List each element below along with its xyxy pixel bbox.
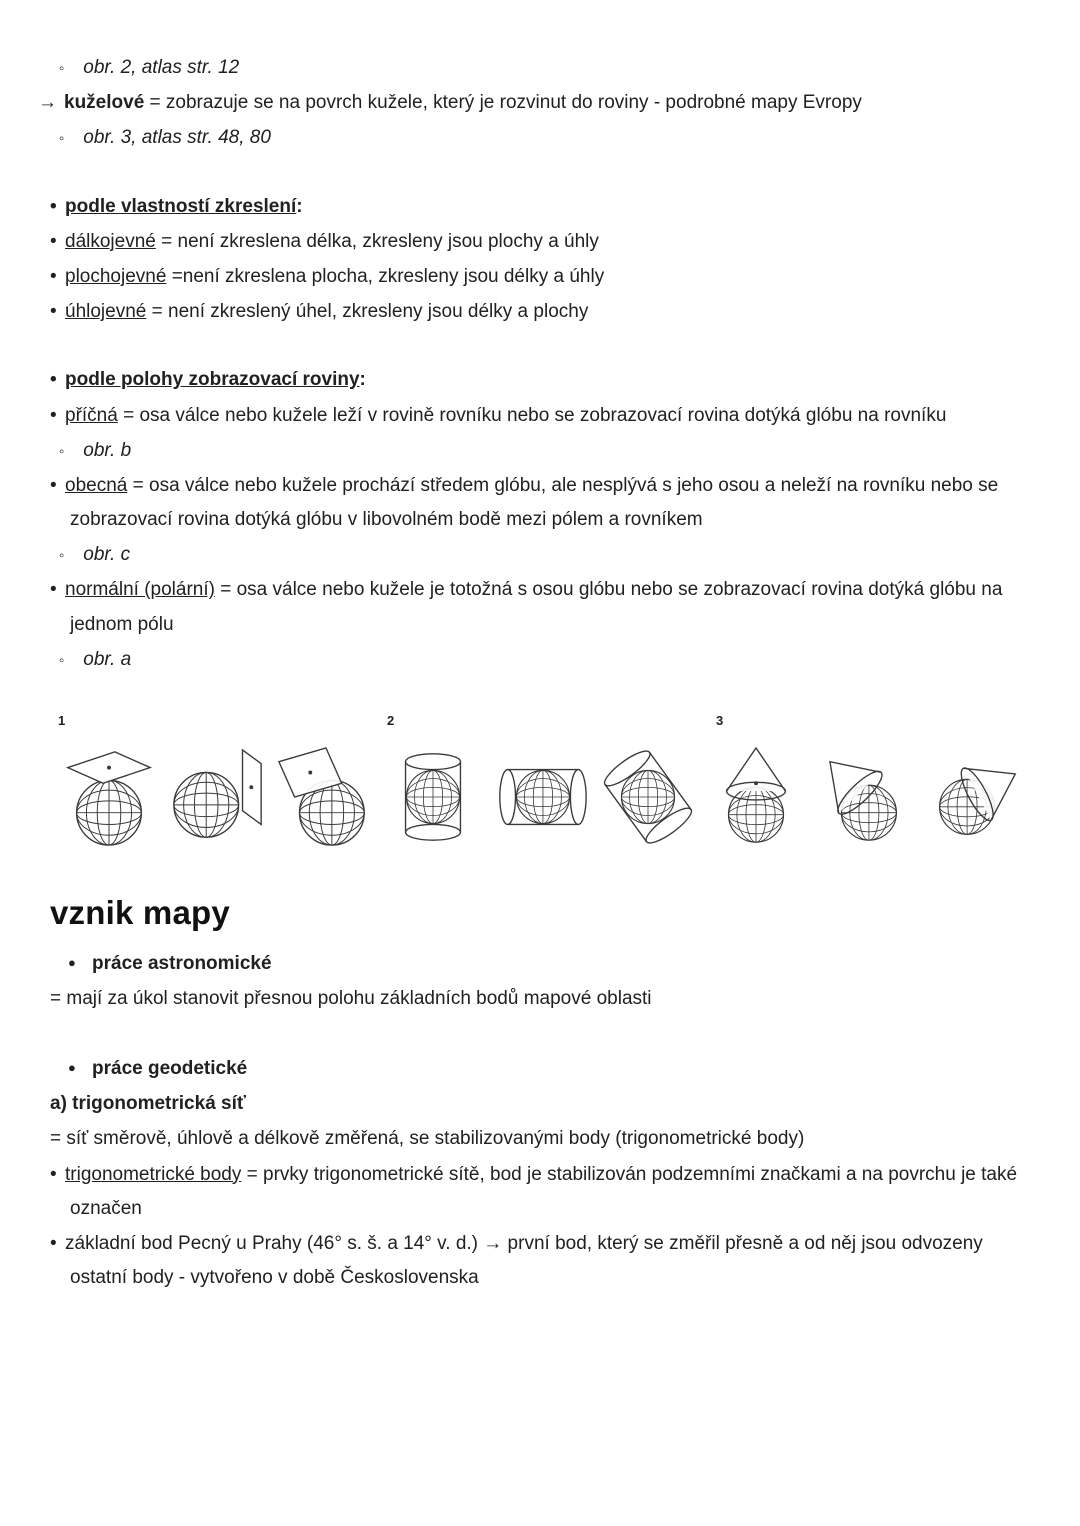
term-uhlojevne: úhlojevné [65,301,147,323]
figure-ref-c [59,538,1025,572]
list-item-pricna [50,399,1025,433]
figure-cylindrical-oblique [597,731,699,863]
astronomic-work-definition [50,982,1025,1016]
list-item-plochojevne [50,260,1025,294]
figure-group-label-2: 2 [387,713,395,728]
figure-conic-oblique [813,731,915,863]
section-heading-distortion-text: podle vlastností zkreslení [65,195,297,217]
trig-network-definition-text: = síť směrově, úhlově a délkově změřená, se stabilizovanými body (trigonometrické body) [50,1128,805,1150]
circle-bullet-icon: ◦ [59,130,65,148]
heading-geodetic-work-text: práce geodetické [92,1057,248,1079]
heading-geodetic-work [68,1052,1025,1086]
arrow-icon: → [38,92,57,114]
figure-cylindrical-transverse [490,731,592,863]
list-item-text: = není zkreslený úhel, zkresleny jsou délky a plochy [151,301,589,323]
figure-group-label-3: 3 [716,713,724,728]
term-dalkojevne: dálkojevné [65,230,156,252]
figure-ref-text: obr. c [83,544,131,566]
figure-ref-text: obr. 3, atlas str. 48, 80 [83,127,271,149]
heading-astronomic-work [68,947,1025,981]
list-item-pecny [50,1227,1025,1295]
list-item-uhlojevne [50,295,1025,329]
figure-conic-normal [705,731,807,863]
bullet-icon: • [50,404,57,426]
bullet-icon: • [50,369,57,391]
section-heading-plane-position-text: podle polohy zobrazovací roviny [65,369,360,391]
figure-ref-b [59,434,1025,468]
figure-azimuthal-oblique [274,731,376,863]
term-normalni: normální (polární) [65,579,215,601]
bullet-icon: • [50,195,57,217]
page-title: vznik mapy [50,894,230,931]
subheading-trig-network-text: a) trigonometrická síť [50,1093,246,1115]
figure-azimuthal-transverse [166,731,268,863]
heading-astronomic-work-text: práce astronomické [92,952,272,974]
bullet-icon: • [50,579,57,601]
section-heading-plane-position [50,363,1025,397]
figure-conic-transverse [921,731,1023,863]
colon-glyph: : [359,369,366,391]
circle-bullet-icon: ◦ [59,442,65,460]
term-obecna: obecná [65,474,128,496]
definition-conic [38,86,1025,120]
colon-glyph: : [296,195,303,217]
figure-ref-obr2 [59,51,1025,85]
astronomic-work-definition-text: = mají za úkol stanovit přesnou polohu základních bodů mapové oblasti [50,987,652,1009]
figure-ref-text: obr. b [83,439,132,461]
list-item-text: = osa válce nebo kužele leží v rovině rovníku nebo se zobrazovací rovina dotýká glóbu na rovníku [123,404,947,426]
bullet-icon: • [50,474,57,496]
list-item-trig-points [50,1158,1025,1226]
circle-bullet-icon: ◦ [59,651,65,669]
bullet-icon: • [50,1232,57,1254]
figure-cylindrical-normal [382,731,484,863]
figure-ref-text: obr. 2, atlas str. 12 [83,57,240,78]
definition-conic-text: = zobrazuje se na povrch kužele, který je rozvinut do roviny - podrobné mapy Evropy [149,92,862,114]
list-item-text: = prvky trigonometrické sítě, bod je stabilizován podzemními značkami a na povrchu je také označen [70,1163,1018,1219]
dot-bullet-icon: ● [68,954,76,970]
figure-ref-a [59,643,1025,677]
list-item-dalkojevne [50,225,1025,259]
circle-bullet-icon: ◦ [59,547,65,565]
figure-azimuthal-normal [58,731,160,863]
term-pricna: příčná [65,404,118,426]
list-item-text: =není zkreslena plocha, zkresleny jsou délky a úhly [171,265,605,287]
dot-bullet-icon: ● [68,1059,76,1075]
trig-network-definition [50,1122,1025,1156]
section-heading-distortion [50,190,1025,224]
figure-ref-obr3 [59,121,1025,155]
list-item-text: = osa válce nebo kužele prochází středem glóbu, ale nesplývá s jeho osou a neleží na rovníku nebo se zobrazovací rovina dotýká glóbu v libovolném bodě mezi pólem a rovníkem [70,474,999,531]
term-kuzelove: kuželové [64,92,145,114]
list-item-text: základní bod Pecný u Prahy (46° s. š. a 14° v. d.) → první bod, který se změřil přesně a od něj jsou odvozeny ostatní body - vytvořeno v době Československa [65,1232,983,1289]
bullet-icon: • [50,1163,57,1185]
figure-ref-text: obr. a [83,648,132,670]
circle-bullet-icon: ◦ [59,60,65,77]
bullet-icon: • [50,301,57,323]
list-item-text: = osa válce nebo kužele je totožná s osou glóbu nebo se zobrazovací rovina dotýká glóbu na jednom pólu [70,579,1003,635]
bullet-icon: • [50,230,57,252]
subheading-trig-network [50,1087,1025,1121]
list-item-obecna [50,469,1025,537]
figure-group-label-1: 1 [58,713,66,728]
list-item-text: = není zkreslena délka, zkresleny jsou plochy a úhly [161,230,599,252]
list-item-normalni [50,573,1025,641]
term-plochojevne: plochojevné [65,265,167,287]
bullet-icon: • [50,265,57,287]
term-trig-points: trigonometrické body [65,1163,242,1185]
projection-figures [58,711,1023,863]
